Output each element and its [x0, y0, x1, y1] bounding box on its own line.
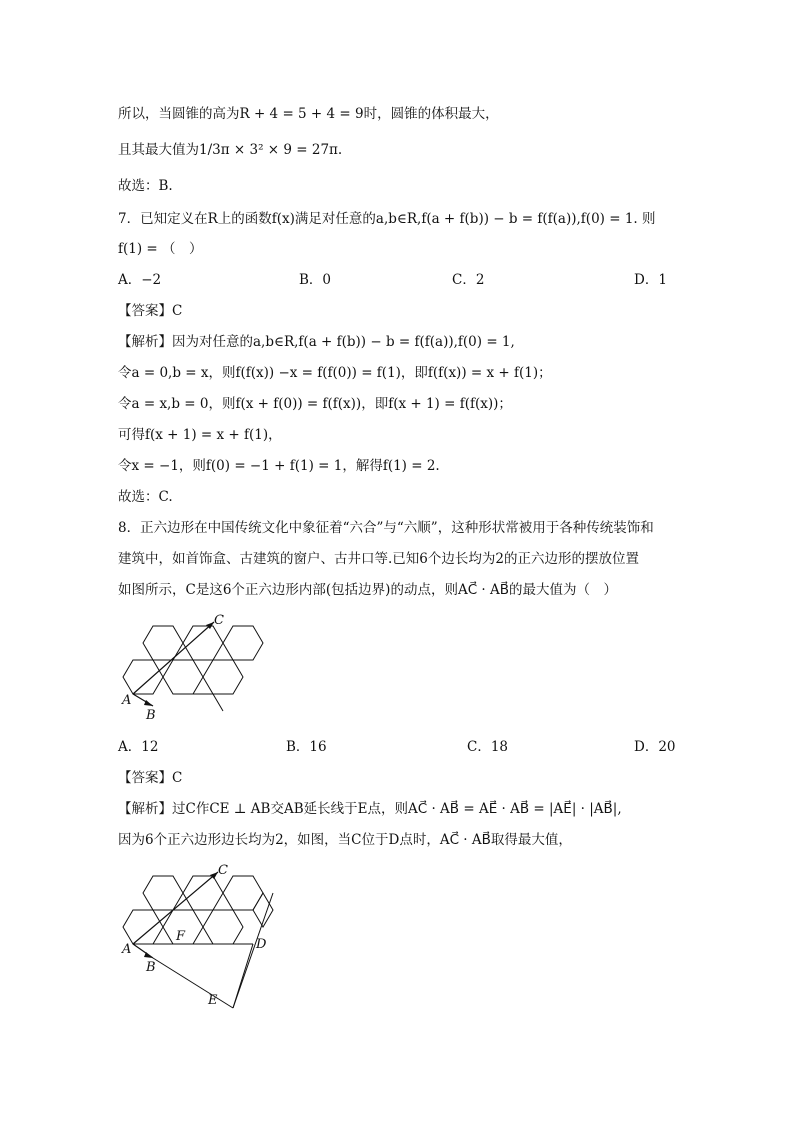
q7-stem-line-1: 7．已知定义在R上的函数f(x)满足对任意的a,b∈R,f(a + f(b)) − b = f(f(a)),f(0) = 1. 则 [118, 211, 656, 227]
q8-analysis-line-1: 【解析】过C作CE ⊥ AB交AB延长线于E点，则AC⃗ · AB⃗ = AE⃗ · AB⃗ = |AE⃗| · |AB⃗|, [118, 801, 622, 817]
hexagon-figure-1 [118, 612, 288, 722]
fig1-label-c: C [214, 613, 224, 628]
q7-analysis-line-1: 【解析】因为对任意的a,b∈R,f(a + f(b)) − b = f(f(a)),f(0) = 1, [118, 334, 515, 350]
fig2-label-d: D [256, 937, 267, 952]
fig1-label-b: B [146, 708, 156, 722]
hexagon-figure-2 [118, 858, 298, 1018]
q8-option-b: B．16 [286, 739, 327, 755]
q8-analysis-line-2: 因为6个正六边形边长均为2，如图，当C位于D点时，AC⃗ · AB⃗取得最大值， [118, 832, 572, 848]
fig2-label-e: E [208, 993, 218, 1008]
q8-stem-line-3: 如图所示，C是这6个正六边形内部(包括边界)的动点，则AC⃗ · AB⃗的最大值为（ ） [118, 582, 618, 598]
fig2-label-f: F [176, 929, 186, 944]
q7-answer: 【答案】C [118, 303, 183, 319]
q7-conclusion: 故选：C. [118, 489, 173, 505]
prev-solution-line-1: 所以，当圆锥的高为R + 4 = 5 + 4 = 9时，圆锥的体积最大， [118, 106, 499, 122]
q8-stem-line-1: 8．正六边形在中国传统文化中象征着“六合”与“六顺”，这种形状常被用于各种传统装饰和 [118, 520, 654, 536]
fig1-label-a: A [122, 693, 132, 708]
q8-option-d: D．20 [634, 739, 676, 755]
fig2-label-b: B [146, 960, 156, 975]
q8-option-c: C．18 [467, 739, 509, 755]
prev-solution-line-2: 且其最大值为1/3π × 3² × 9 = 27π. [118, 142, 343, 158]
fig2-label-a: A [122, 942, 132, 957]
q7-stem-line-2: f(1) = （ ） [118, 241, 203, 257]
q7-option-b: B．0 [299, 272, 332, 288]
q7-option-a: A．−2 [118, 272, 162, 288]
fig2-label-c: C [218, 863, 228, 878]
q8-option-a: A．12 [118, 739, 159, 755]
q7-option-c: C．2 [452, 272, 485, 288]
q7-analysis-line-5: 令x = −1，则f(0) = −1 + f(1) = 1，解得f(1) = 2. [118, 458, 440, 474]
prev-conclusion: 故选：B. [118, 178, 173, 194]
q7-option-d: D．1 [634, 272, 667, 288]
q8-stem-line-2: 建筑中，如首饰盒、古建筑的窗户、古井口等.已知6个边长均为2的正六边形的摆放位置 [118, 551, 639, 567]
q8-answer: 【答案】C [118, 770, 183, 786]
q7-analysis-line-4: 可得f(x + 1) = x + f(1)， [118, 427, 282, 443]
q7-analysis-line-3: 令a = x,b = 0，则f(x + f(0)) = f(f(x))，即f(x + 1) = f(f(x))； [118, 396, 512, 412]
q7-analysis-line-2: 令a = 0,b = x，则f(f(x)) −x = f(f(0)) = f(1)，即f(f(x)) = x + f(1)； [118, 365, 552, 381]
